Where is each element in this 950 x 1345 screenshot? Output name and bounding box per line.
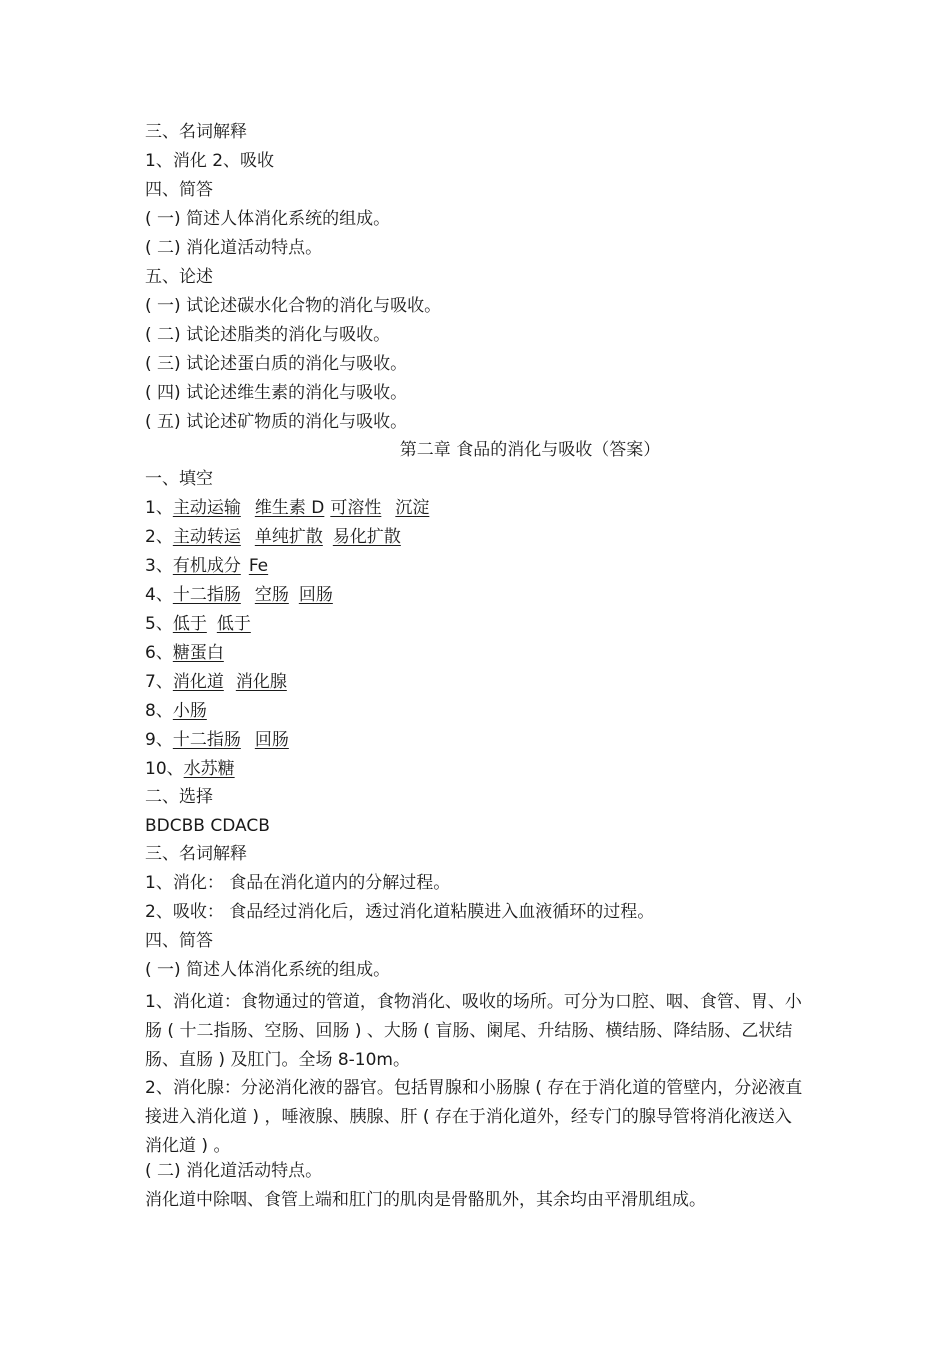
term-list: 1、消化 2、吸收 xyxy=(145,151,275,171)
fill-answer-line: 5、低于 低于 xyxy=(145,614,251,634)
fill-answer: 十二指肠 xyxy=(172,585,241,605)
fill-answer-line: 9、十二指肠 回肠 xyxy=(145,730,289,750)
fill-answer: 易化扩散 xyxy=(332,527,401,547)
section-heading: 四、简答 xyxy=(145,931,213,951)
fill-answer-line: 10、水苏糖 xyxy=(145,759,235,779)
fill-answer: 低于 xyxy=(216,614,251,634)
answer-subheading: ( 一) 简述人体消化系统的组成。 xyxy=(145,960,391,980)
fill-answer: 维生素 D xyxy=(254,498,325,518)
question-line: ( 三) 试论述蛋白质的消化与吸收。 xyxy=(145,354,408,374)
question-line: ( 一) 试论述碳水化合物的消化与吸收。 xyxy=(145,296,442,316)
answer-subheading: ( 二) 消化道活动特点。 xyxy=(145,1161,323,1181)
fill-answer: 水苏糖 xyxy=(183,759,235,779)
fill-answer: 回肠 xyxy=(298,585,333,605)
fill-answer-line: 4、十二指肠 空肠 回肠 xyxy=(145,585,333,605)
fill-answer: Fe xyxy=(248,556,269,576)
section-heading: 四、简答 xyxy=(145,180,213,200)
fill-answer-line: 6、糖蛋白 xyxy=(145,643,224,663)
answer-paragraph: 1、消化道：食物通过的管道，食物消化、吸收的场所。可分为口腔、咽、食管、胃、小肠 ( 十二指肠、空肠、回肠 ) 、大肠 ( 盲肠、阑尾、升结肠、横结肠、降结肠、乙状结肠、直肠 ) 及肛门。全场 8-10m。 xyxy=(145,992,802,1070)
fill-answer: 消化道 xyxy=(172,672,224,692)
fill-answer: 空肠 xyxy=(254,585,289,605)
term-definition: 2、吸收： 食品经过消化后，透过消化道粘膜进入血液循环的过程。 xyxy=(145,902,655,922)
fill-answer: 消化腺 xyxy=(235,672,287,692)
answer-paragraph: 2、消化腺：分泌消化液的器官。包括胃腺和小肠腺 ( 存在于消化道的管壁内，分泌液直接进入消化道 ) ，唾液腺、胰腺、肝 ( 存在于消化道外，经专门的腺导管将消化液送入消化道 ) 。 xyxy=(145,1078,803,1156)
fill-answer-line: 7、消化道 消化腺 xyxy=(145,672,287,692)
fill-answer: 有机成分 xyxy=(172,556,241,576)
section-heading: 三、名词解释 xyxy=(145,844,247,864)
question-line: ( 一) 简述人体消化系统的组成。 xyxy=(145,209,391,229)
fill-answer: 糖蛋白 xyxy=(172,643,224,663)
fill-answer-line: 3、有机成分 Fe xyxy=(145,556,269,576)
section-heading: 二、选择 xyxy=(145,787,213,807)
question-line: ( 二) 消化道活动特点。 xyxy=(145,238,323,258)
fill-answer: 可溶性 xyxy=(330,498,382,518)
question-line: ( 五) 试论述矿物质的消化与吸收。 xyxy=(145,412,408,432)
question-line: ( 二) 试论述脂类的消化与吸收。 xyxy=(145,325,391,345)
fill-answer-line: 8、小肠 xyxy=(145,701,207,721)
fill-answer: 十二指肠 xyxy=(172,730,241,750)
fill-answer: 沉淀 xyxy=(395,498,430,518)
fill-answer: 主动运输 xyxy=(172,498,241,518)
chapter-title: 第二章 食品的消化与吸收（答案） xyxy=(399,440,661,460)
fill-answer-line: 1、主动运输 维生素 D 可溶性 沉淀 xyxy=(145,498,430,518)
section-heading: 三、名词解释 xyxy=(145,122,247,142)
fill-answer: 低于 xyxy=(172,614,207,634)
term-definition: 1、消化： 食品在消化道内的分解过程。 xyxy=(145,873,451,893)
question-line: ( 四) 试论述维生素的消化与吸收。 xyxy=(145,383,408,403)
fill-answer-line: 2、主动转运 单纯扩散 易化扩散 xyxy=(145,527,401,547)
fill-answer: 回肠 xyxy=(254,730,289,750)
choice-answers: BDCBB CDACB xyxy=(145,816,270,836)
answer-paragraph: 消化道中除咽、食管上端和肛门的肌肉是骨骼肌外，其余均由平滑肌组成。 xyxy=(145,1190,706,1210)
section-heading: 一、填空 xyxy=(145,469,213,489)
section-heading: 五、论述 xyxy=(145,267,213,287)
fill-answer: 单纯扩散 xyxy=(254,527,323,547)
fill-answer: 小肠 xyxy=(172,701,207,721)
fill-answer: 主动转运 xyxy=(172,527,241,547)
